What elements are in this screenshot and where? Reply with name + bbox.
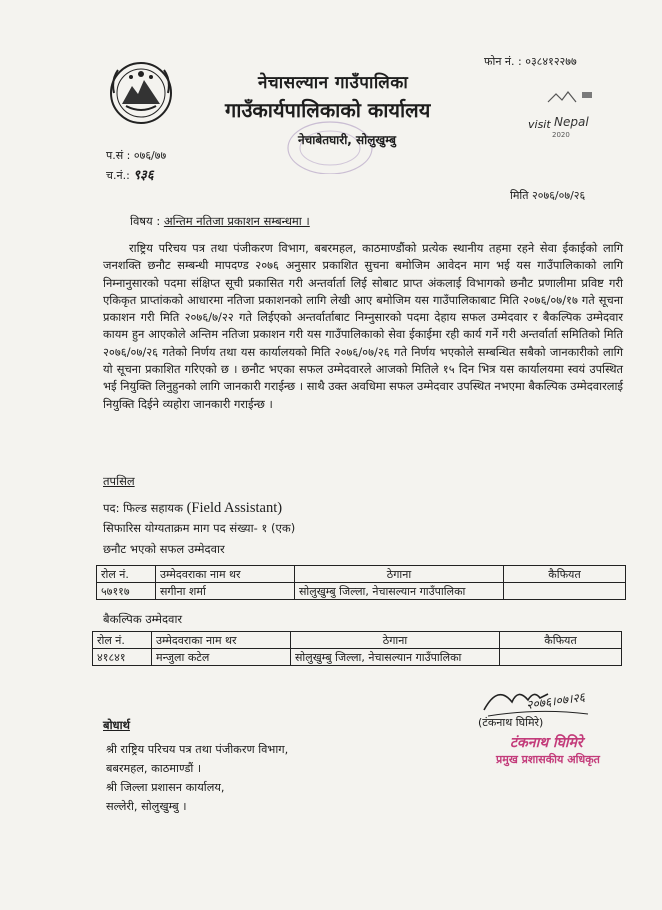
bodhartha-heading: बोधार्थ (103, 718, 130, 732)
office-address: नेचाबेतघारी, सोलुखुम्बु (298, 133, 396, 147)
table-header-row (93, 632, 622, 649)
col-address: ठेगाना (295, 566, 504, 583)
body-paragraph: राष्ट्रिय परिचय पत्र तथा पंजीकरण विभाग, बबरमहल, काठमाण्डौंको प्रत्येक स्थानीय तहमा रहने सेवा ईकाईको लागि जनशक्ति छनौट सम्बन्धी मापदण्ड २०७६ अनुसार प्रकाशित सुचना बमोजिम आवेदन माग भई यस गाउँपालिकाको लागि निम्नानुसारको पदमा संक्षिप्त सूची प्रकासित गरी अन्तर्वार्ता लिई सोबाट प्राप्त अंकलाई विभागको छनौट प्रणालीमा प्रविष्ट गरी एकिकृत प्राप्तांकको आधारमा नतिजा प्रकाशनको लागि लेखी आए बमोजिम यस गाउँपालिकाबाट मिति २०७६/०७/१७ गते सूचना प्रकाशन गरी मिति २०७६/७/२२ गते लिईएको अन्तर्वार्ताबाट निम्नुसारको पदमा देहाय सफल उम्मेदवार र बैकल्पिक उम्मेदवार कायम हुन आएकोले अन्तिम नतिजा प्रकाशन गरी यस गाउँपालिकाको सेवा ईकाईमा रही कार्य गर्ने गरी अन्तर्वार्ता समितिको मिति २०७६/०७/२६ गतेको निर्णय तथा यस कार्यालयको मिति २०७६/०७/२६ गते निर्णय भएकोले सम्बन्धित सबैको जानकारीको लागि यो सूचना प्रकाशित गरिएको छ । छनौट भएका सफल उम्मेदवारले आजको मितिले १५ दिन भित्र यस कार्यालयमा स्वयं उपस्थित भई नियुक्ति लिनुहुनको लागि जानकारी गराईन्छ । साथै उक्त अवधिमा सफल उम्मेदवार उपस्थित नभएमा बैकल्पिक उम्मेदवारलाई नियुक्ति दिईने व्यहोरा जानकारी गराईन्छ । (103, 241, 623, 411)
cc-line: बबरमहल, काठमाण्डौं । (106, 762, 202, 775)
cc-line: सल्लेरी, सोलुखुम्बु । (106, 800, 187, 813)
patra-sankhya: प.सं : ०७६/७७ (106, 149, 167, 162)
visit-logo-brand: Nepal (554, 115, 589, 129)
successful-table (96, 565, 626, 600)
signature-date: २०७६।०७।२६ (525, 689, 586, 713)
table-row (93, 649, 622, 666)
col-name: उम्मेदवराका नाम थर (156, 566, 295, 583)
office-title: गाउँकार्यपालिकाको कार्यालय (225, 98, 431, 122)
alternate-table (92, 631, 622, 666)
phone-number: फोन नं. : ०३८४१२२७७ (484, 55, 577, 68)
table-row (97, 583, 626, 600)
post-label: पद: फिल्ड सहायक (103, 501, 183, 515)
cc-line: श्री जिल्ला प्रशासन कार्यालय, (106, 781, 225, 794)
alternate-caption: बैकल्पिक उम्मेदवार (103, 612, 183, 626)
roll-cell: ४१८४१ (93, 649, 152, 666)
table-header-row (97, 566, 626, 583)
office-name: नेचासल्यान गाउँपालिका (258, 73, 409, 93)
address-cell: सोलुखुम्बु जिल्ला, नेचासल्यान गाउँपालिका (295, 583, 504, 600)
signer-name: (टंकनाथ घिमिरे) (478, 716, 544, 729)
subject-text: अन्तिम नतिजा प्रकाशन सम्बन्धमा । (163, 214, 310, 228)
roll-cell: ५७११७ (97, 583, 156, 600)
cc-line: श्री राष्ट्रिय परिचय पत्र तथा पंजीकरण विभाग, (106, 743, 289, 756)
col-roll: रोल नं. (93, 632, 152, 649)
remarks-cell (504, 583, 626, 600)
col-remarks: कैफियत (504, 566, 626, 583)
name-cell: मन्जुला कटेल (152, 649, 291, 666)
successful-caption: छनौट भएको सफल उम्मेदवार (103, 542, 225, 556)
visit-nepal-logo (528, 88, 608, 148)
remarks-cell (500, 649, 622, 666)
letter-date: मिति २०७६/०७/२६ (510, 189, 586, 202)
quota-line: सिफारिस योग्यताक्रम माग पद संख्या- १ (एक) (103, 521, 296, 535)
col-name: उम्मेदवराका नाम थर (152, 632, 291, 649)
stamp-title: प्रमुख प्रशासकीय अधिकृत (496, 753, 600, 766)
visit-logo-year: 2020 (552, 131, 570, 139)
name-cell: सगीना शर्मा (156, 583, 295, 600)
tapsil-heading: तपसिल (103, 474, 135, 488)
stamp-name: टंकनाथ घिमिरे (510, 735, 583, 751)
subject-line (130, 214, 310, 229)
col-remarks: कैफियत (500, 632, 622, 649)
chalani-label: च.नं.: (106, 169, 130, 182)
visit-logo-text: visit (528, 118, 551, 131)
chalani-number-row (106, 165, 154, 183)
chalani-number: ९३६ (133, 168, 154, 183)
address-cell: सोलुखुम्बु जिल्ला, नेचासल्यान गाउँपालिका (291, 649, 500, 666)
post-english: (Field Assistant) (186, 500, 283, 516)
col-address: ठेगाना (291, 632, 500, 649)
subject-label: विषय : (130, 214, 161, 228)
col-roll: रोल नं. (97, 566, 156, 583)
post-title (103, 500, 282, 517)
nepal-government-emblem (108, 60, 174, 126)
